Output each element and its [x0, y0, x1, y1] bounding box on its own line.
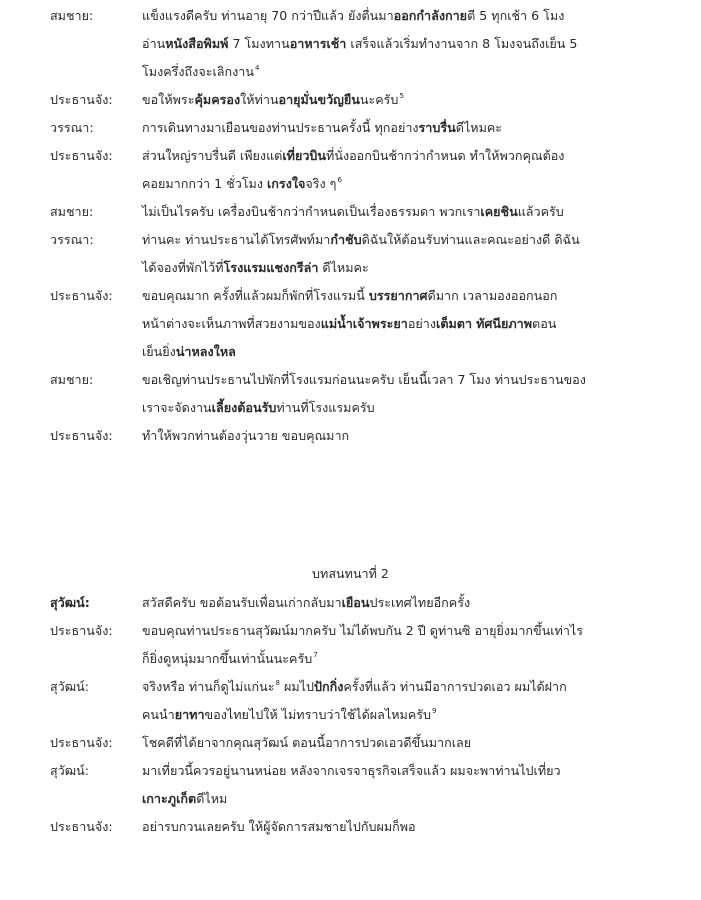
footnote-marker: 9 [432, 707, 437, 715]
text-run: ผมไป [279, 679, 314, 694]
speech-line [142, 394, 682, 422]
vocabulary-term: บรรยากาศ [368, 288, 428, 303]
speech-text [142, 589, 682, 617]
vocabulary-term: กำชับ [330, 232, 362, 247]
vocabulary-term: เคยชิน [480, 204, 518, 219]
text-run: คอยมากกว่า 1 ชั่วโมง [142, 176, 267, 191]
speech-text [142, 422, 682, 450]
speaker-label: สมชาย: [50, 372, 94, 387]
text-run: 7 โมงทาน [228, 36, 290, 51]
speaker-label: สมชาย: [50, 8, 94, 23]
speech-text [142, 2, 682, 86]
vocabulary-term: เยือน [341, 595, 370, 610]
text-run: ประเทศไทยอีกครั้ง [369, 595, 471, 610]
speech-line [142, 86, 682, 114]
text-run: ตอน [532, 316, 557, 331]
speaker-label: ประธานจัง: [50, 735, 113, 750]
speech-text [142, 673, 682, 729]
speech-text [142, 142, 682, 198]
speech-line [142, 338, 682, 366]
text-run: ดิฉันให้ต้อนรับท่านและคณะอย่างดี ดิฉัน [361, 232, 580, 247]
vocabulary-term: ยาทา [174, 707, 205, 722]
text-run: อย่ารบกวนเลยครับ ให้ผู้จัดการสมชายไปกับผมก็พอ [142, 819, 416, 834]
speech-line [142, 422, 682, 450]
speech-line [142, 254, 682, 282]
speaker-label: ประธานจัง: [50, 819, 113, 834]
vocabulary-term: คุ้มครอง [194, 92, 241, 107]
speaker-label: สุวัฒน์: [50, 595, 90, 610]
text-run: โชคดีที่ได้ยาจากคุณสุวัฒน์ ตอนนี้อาการปวดเอวดีขึ้นมากเลย [142, 735, 472, 750]
speech-text [142, 114, 682, 142]
text-run: ครั้งที่แล้ว ท่านมีอาการปวดเอว ผมได้ฝาก [343, 679, 567, 694]
speech-line [142, 30, 682, 58]
speech-line [142, 366, 682, 394]
speech-text [142, 813, 682, 841]
text-run: ทำให้พวกท่านต้องวุ่นวาย ขอบคุณมาก [142, 428, 350, 443]
text-run: จริง ๆ [305, 176, 337, 191]
vocabulary-term: อาหารเช้า [289, 36, 347, 51]
text-run: ขอบคุณท่านประธานสุวัฒน์มากครับ ไม่ได้พบกัน 2 ปี ดูท่านซิ อายุยิ่งมากขึ้นเท่าไร [142, 623, 584, 638]
speech-line [142, 198, 682, 226]
text-run: หน้าต่างจะเห็นภาพที่สวยงามของ [142, 316, 321, 331]
vocabulary-term: ราบรื่น [418, 120, 456, 135]
speech-line [142, 617, 682, 645]
text-run: ที่นั่งออกบินช้ากว่ากำหนด ทำให้พวกคุณต้อง [326, 148, 565, 163]
speech-line [142, 142, 682, 170]
speech-line [142, 2, 682, 30]
footnote-marker: 6 [337, 176, 342, 184]
speech-text [142, 226, 682, 282]
speaker-label: ประธานจัง: [50, 428, 113, 443]
text-run: ดีมาก เวลามองออกนอก [427, 288, 558, 303]
vocabulary-term: เต็มตา [436, 316, 473, 331]
text-run: อย่าง [407, 316, 437, 331]
speech-line [142, 701, 682, 729]
vocabulary-term: ปักกิ่ง [313, 679, 344, 694]
speech-line [142, 282, 682, 310]
speech-line [142, 729, 682, 757]
text-run: ดีไหมคะ [318, 260, 369, 275]
text-run: นะครับ [359, 92, 399, 107]
speech-line [142, 673, 682, 701]
vocabulary-term: เที่ยวบิน [282, 148, 327, 163]
speech-text [142, 86, 682, 114]
vocabulary-term: เกาะภูเก็ต [142, 791, 197, 806]
speaker-label: สมชาย: [50, 204, 94, 219]
vocabulary-term: เกรงใจ [267, 176, 306, 191]
text-run: ดีไหม [196, 791, 228, 806]
speech-line [142, 58, 682, 86]
text-run: ให้ท่าน [240, 92, 279, 107]
vocabulary-term: น่าหลงใหล [175, 344, 236, 359]
text-run: ท่านคะ ท่านประธานได้โทรศัพท์มา [142, 232, 331, 247]
text-run: ขอบคุณมาก ครั้งที่แล้วผมก็พักที่โรงแรมนี้ [142, 288, 369, 303]
speaker-label: วรรณา: [50, 120, 94, 135]
text-run: เสร็จแล้วเริ่มทำงานจาก 8 โมงจนถึงเย็น 5 [346, 36, 578, 51]
speaker-label: ประธานจัง: [50, 288, 113, 303]
text-run: โมงครึ่งถึงจะเลิกงาน [142, 64, 254, 79]
speaker-label: วรรณา: [50, 232, 94, 247]
speech-text [142, 617, 682, 673]
text-run: อ่าน [142, 36, 166, 51]
speaker-label: ประธานจัง: [50, 92, 113, 107]
footnote-marker: 4 [254, 64, 260, 72]
speech-line [142, 310, 682, 338]
speech-line [142, 645, 682, 673]
text-run: เย็นยิ่ง [142, 344, 176, 359]
text-run: แล้วครับ [517, 204, 564, 219]
speech-line [142, 226, 682, 254]
speaker-label: ประธานจัง: [50, 623, 113, 638]
speech-line [142, 785, 682, 813]
speech-line [142, 114, 682, 142]
speech-text [142, 729, 682, 757]
vocabulary-term: ทัศนียภาพ [476, 316, 533, 331]
text-run: ก็ยิ่งดูหนุ่มมากขึ้นเท่านั้นนะครับ [142, 651, 313, 666]
speech-line [142, 757, 682, 785]
speech-text [142, 198, 682, 226]
text-run: มาเที่ยวนี้ควรอยู่นานหน่อย หลังจากเจรจาธุรกิจเสร็จแล้ว ผมจะพาท่านไปเที่ยว [142, 763, 561, 778]
vocabulary-term: ออกกำลังกาย [393, 8, 468, 23]
speech-text [142, 757, 682, 813]
speech-line [142, 813, 682, 841]
text-run: ตี 5 ทุกเช้า 6 โมง [467, 8, 565, 23]
speech-text [142, 366, 682, 422]
vocabulary-term: เลี้ยงต้อนรับ [211, 400, 277, 415]
text-run: ขอให้พระ [142, 92, 195, 107]
speech-text [142, 282, 682, 366]
vocabulary-term: โรงแรมแชงกรีล่า [223, 260, 319, 275]
text-run: แข็งแรงดีครับ ท่านอายุ 70 กว่าปีแล้ว ยังตื่นมา [142, 8, 394, 23]
text-run: ท่านที่โรงแรมครับ [276, 400, 375, 415]
vocabulary-term: หนังสือพิมพ์ [165, 36, 229, 51]
vocabulary-term: แม่น้ำเจ้าพระยา [320, 316, 408, 331]
text-run: ได้จองที่พักไว้ที่ [142, 260, 224, 275]
text-run: ไม่เป็นไรครับ เครื่องบินช้ากว่ากำหนดเป็นเรื่องธรรมดา พวกเรา [142, 204, 481, 219]
footnote-marker: 5 [399, 92, 404, 100]
speaker-label: สุวัฒน์: [50, 763, 89, 778]
text-run: ส่วนใหญ่ราบรื่นดี เพียงแต่ [142, 148, 283, 163]
text-run: จริงหรือ ท่านก็ดูไม่แก่นะ [142, 679, 275, 694]
footnote-marker: 7 [313, 651, 318, 659]
speaker-label: สุวัฒน์: [50, 679, 89, 694]
footnote-marker: 8 [275, 679, 280, 687]
text-run: ขอเชิญท่านประธานไปพักที่โรงแรมก่อนนะครับ เย็นนี้เวลา 7 โมง ท่านประธานของ [142, 372, 586, 387]
text-run: การเดินทางมาเยือนของท่านประธานครั้งนี้ ทุกอย่าง [142, 120, 419, 135]
text-run: คนนำ [142, 707, 175, 722]
text-run: ดีไหมคะ [455, 120, 503, 135]
speaker-label: ประธานจัง: [50, 148, 113, 163]
text-run: ของไทยไปให้ ไม่ทราบว่าใช้ได้ผลไหมครับ [204, 707, 432, 722]
section-title: บทสนทนาที่ 2 [312, 566, 389, 581]
text-run: เราจะจัดงาน [142, 400, 212, 415]
text-run: สวัสดีครับ ขอต้อนรับเพื่อนเก่ากลับมา [142, 595, 342, 610]
speech-line [142, 170, 682, 198]
vocabulary-term: อายุมั่นขวัญยืน [278, 92, 360, 107]
speech-line [142, 589, 682, 617]
